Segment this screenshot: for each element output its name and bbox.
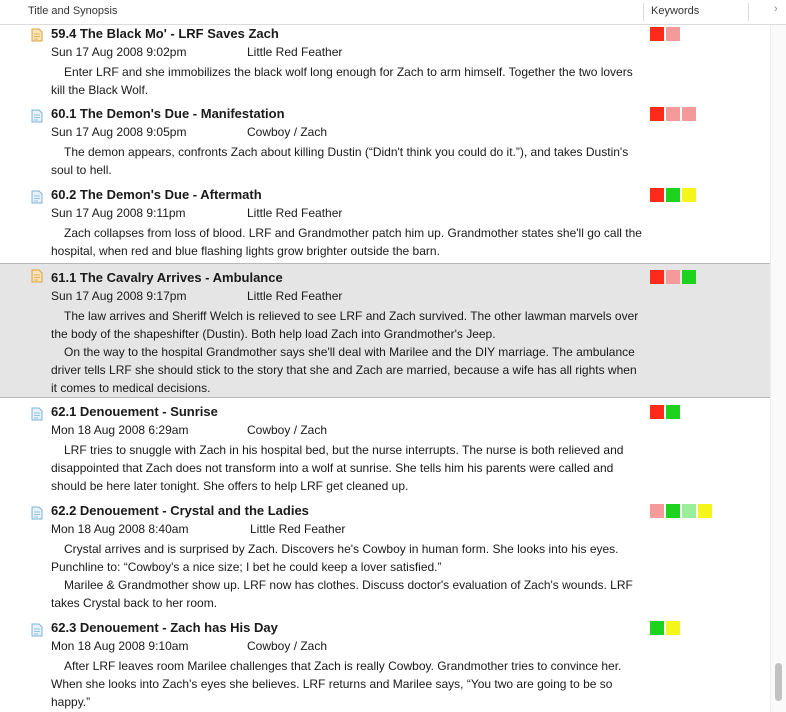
keyword-chips — [650, 27, 680, 41]
keyword-chip — [650, 504, 664, 518]
scene-synopsis — [51, 657, 643, 711]
scene-synopsis — [51, 540, 643, 612]
column-divider[interactable] — [643, 3, 644, 21]
scene-synopsis — [51, 307, 643, 397]
keyword-chip — [666, 621, 680, 635]
keyword-chip — [666, 188, 680, 202]
document-icon — [31, 506, 43, 520]
column-header-keywords[interactable]: Keywords — [651, 5, 700, 17]
outline-header — [0, 0, 786, 25]
vertical-scrollbar[interactable] — [770, 25, 786, 712]
scene-date: Mon 18 Aug 2008 6:29am — [51, 423, 189, 437]
document-icon — [31, 407, 43, 421]
scene-pov: Little Red Feather — [247, 45, 343, 59]
outline-row[interactable] — [0, 620, 770, 712]
scene-synopsis — [51, 224, 643, 260]
document-icon — [31, 109, 43, 123]
keyword-chip — [650, 270, 664, 284]
synopsis-paragraph: The demon appears, confronts Zach about killing Dustin (“Didn't think you could do it.”), and takes Dustin's soul to hell. — [51, 145, 629, 177]
synopsis-paragraph: Marilee & Grandmother show up. LRF now has clothes. Discuss doctor's evaluation of Zach's wounds. LRF takes Crystal back to her room. — [51, 578, 633, 610]
keyword-chip — [682, 504, 696, 518]
scene-pov: Little Red Feather — [250, 522, 346, 536]
outline-list — [0, 25, 770, 712]
keyword-chips — [650, 107, 696, 121]
scrollbar-thumb[interactable] — [775, 663, 782, 701]
keyword-chip — [698, 504, 712, 518]
keyword-chip — [666, 270, 680, 284]
scene-date: Mon 18 Aug 2008 9:10am — [51, 639, 189, 653]
keyword-chip — [666, 107, 680, 121]
outline-row-selected[interactable] — [0, 263, 770, 398]
scene-title: 62.1 Denouement - Sunrise — [51, 404, 218, 419]
synopsis-paragraph: Enter LRF and she immobilizes the black wolf long enough for Zach to arm himself. Together the two lovers kill the Black Wolf. — [51, 65, 633, 97]
scene-synopsis — [51, 441, 643, 495]
outline-row[interactable] — [0, 106, 770, 182]
synopsis-paragraph: Zach collapses from loss of blood. LRF and Grandmother patch him up. Grandmother states she'll go call the hospital, when red and blue flashing lights grow brighter outside the barn. — [51, 226, 642, 258]
keyword-chip — [666, 405, 680, 419]
keyword-chip — [650, 107, 664, 121]
synopsis-paragraph: The law arrives and Sheriff Welch is relieved to see LRF and Zach survived. The other lawman marvels over the body of the shapeshifter (Dustin). Both help load Zach into Grandmother's Jeep. — [51, 309, 639, 341]
scene-title: 60.1 The Demon's Due - Manifestation — [51, 106, 285, 121]
note-icon — [31, 269, 43, 283]
scene-pov: Little Red Feather — [247, 206, 343, 220]
outline-row[interactable] — [0, 25, 770, 101]
keyword-chips — [650, 188, 696, 202]
document-icon — [31, 623, 43, 637]
synopsis-paragraph: Crystal arrives and is surprised by Zach. Discovers he's Cowboy in human form. She looks into his eyes. Punchline to: “Cowboy's a nice size; I bet he could keep a lover satisfied.” — [51, 542, 619, 574]
scene-date: Mon 18 Aug 2008 8:40am — [51, 522, 189, 536]
scene-pov: Cowboy / Zach — [247, 423, 328, 437]
document-icon — [31, 190, 43, 204]
scene-title: 61.1 The Cavalry Arrives - Ambulance — [51, 270, 283, 285]
keyword-chip — [650, 27, 664, 41]
keyword-chip — [682, 107, 696, 121]
keyword-chips — [650, 504, 712, 518]
scene-synopsis — [51, 63, 643, 99]
scene-date: Sun 17 Aug 2008 9:11pm — [51, 206, 186, 220]
scene-pov: Cowboy / Zach — [247, 125, 328, 139]
scene-date: Sun 17 Aug 2008 9:05pm — [51, 125, 187, 139]
scene-pov: Little Red Feather — [247, 289, 343, 303]
keyword-chip — [650, 621, 664, 635]
column-divider[interactable] — [748, 3, 749, 21]
synopsis-paragraph: LRF tries to snuggle with Zach in his hospital bed, but the nurse interrupts. The nurse is both relieved and disappointed that Zach does not transform into a wolf at sunrise. She tells him his parents were called and should be here later tonight. She offers to help LRF get cleaned up. — [51, 443, 624, 493]
scene-title: 62.3 Denouement - Zach has His Day — [51, 620, 278, 635]
chevron-right-icon[interactable]: › — [774, 3, 778, 15]
keyword-chips — [650, 270, 696, 284]
keyword-chip — [650, 188, 664, 202]
scene-title: 59.4 The Black Mo' - LRF Saves Zach — [51, 26, 279, 41]
scene-date: Sun 17 Aug 2008 9:17pm — [51, 289, 187, 303]
synopsis-paragraph: After LRF leaves room Marilee challenges that Zach is really Cowboy. Grandmother tries to convince her. When she looks into Zach's eyes she believes. LRF returns and Marilee says, “You two are going to be so happy.” — [51, 659, 622, 709]
keyword-chip — [682, 188, 696, 202]
scene-date: Sun 17 Aug 2008 9:02pm — [51, 45, 187, 59]
keyword-chip — [682, 270, 696, 284]
outline-row[interactable] — [0, 404, 770, 498]
scene-title: 62.2 Denouement - Crystal and the Ladies — [51, 503, 309, 518]
outline-row[interactable] — [0, 503, 770, 615]
scene-pov: Cowboy / Zach — [247, 639, 328, 653]
keyword-chip — [666, 504, 680, 518]
keyword-chip — [650, 405, 664, 419]
synopsis-paragraph: On the way to the hospital Grandmother says she'll deal with Marilee and the DIY marriage. The ambulance driver tells LRF she should stick to the story that she and Zach are married, because a wife has all rights when it comes to medical decisions. — [51, 345, 637, 395]
keyword-chip — [666, 27, 680, 41]
column-header-title-synopsis[interactable]: Title and Synopsis — [28, 5, 118, 17]
note-icon — [31, 28, 43, 42]
scene-synopsis — [51, 143, 643, 179]
outline-row[interactable] — [0, 187, 770, 263]
scene-title: 60.2 The Demon's Due - Aftermath — [51, 187, 262, 202]
keyword-chips — [650, 405, 680, 419]
keyword-chips — [650, 621, 680, 635]
